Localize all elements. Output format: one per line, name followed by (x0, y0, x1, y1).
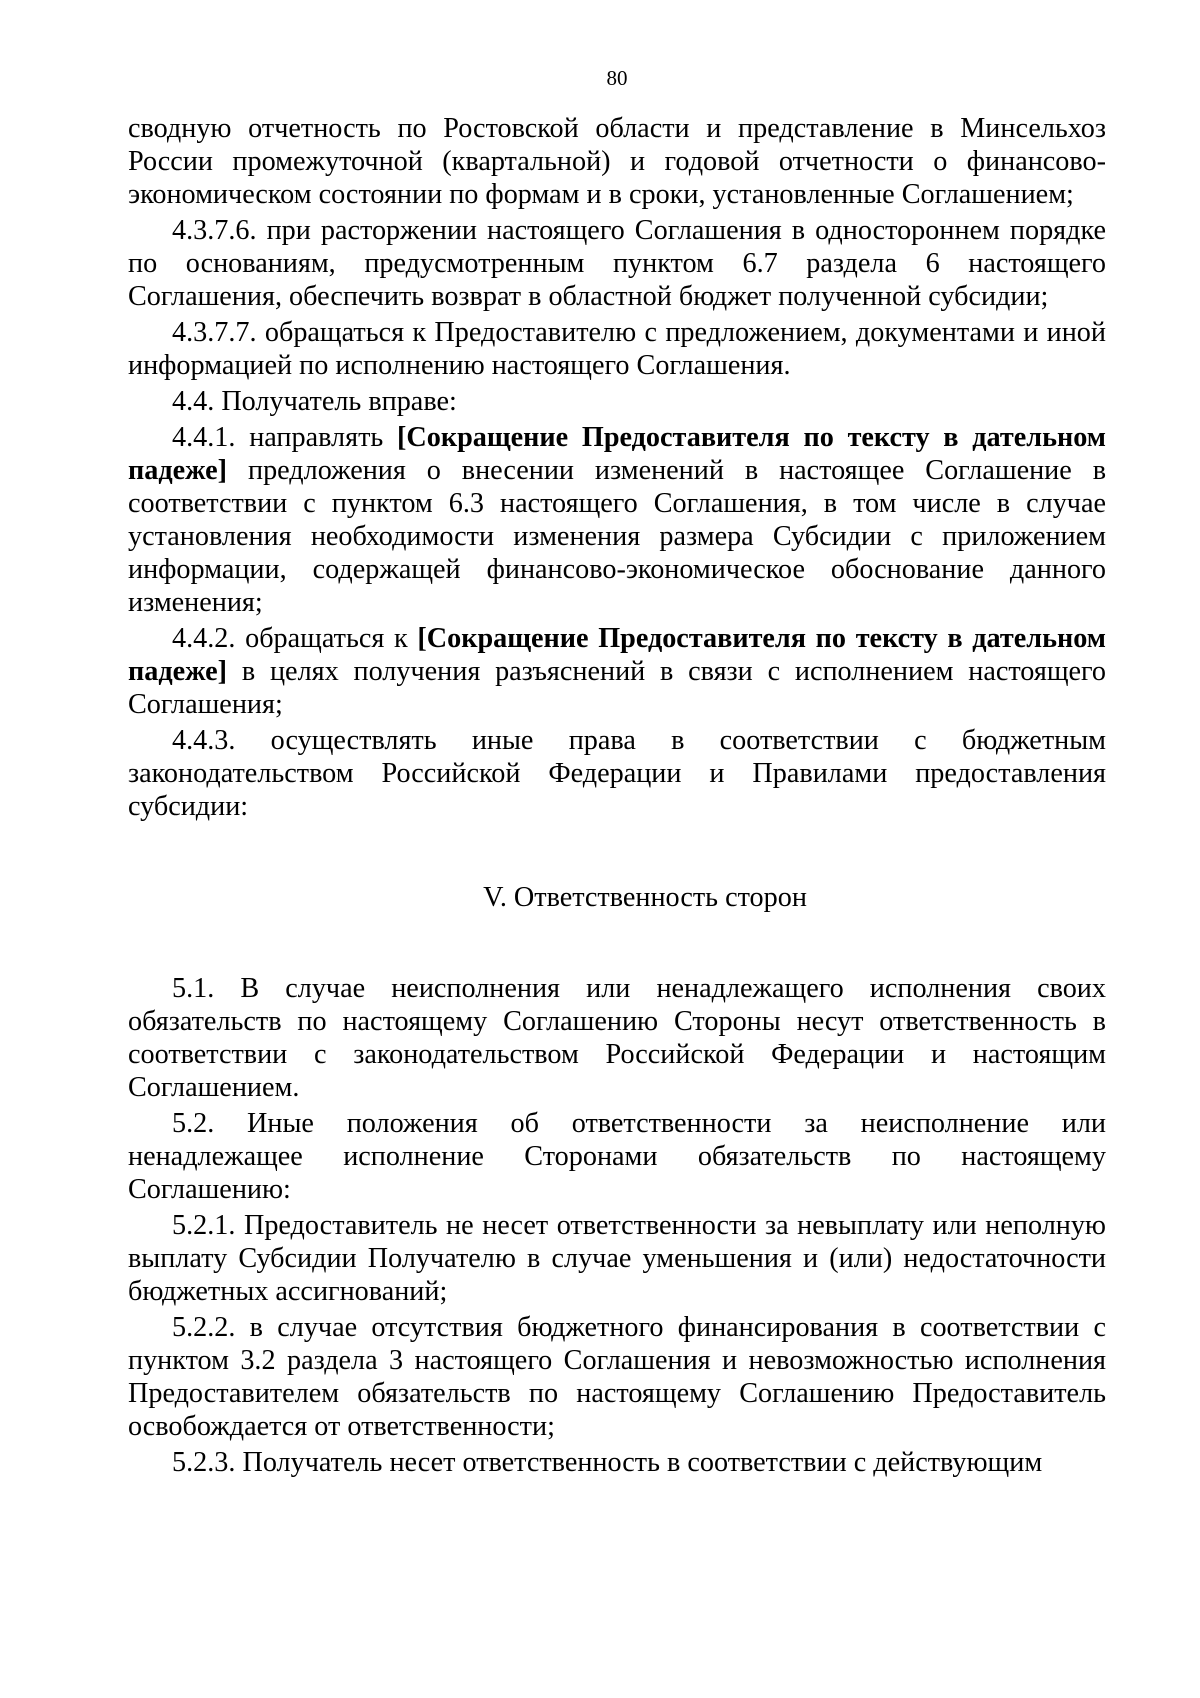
paragraph-continuation: сводную отчетность по Ростовской области и представление в Минсельхоз России промежуточной (квартальной) и годовой отчетности о финансово-экономическом состоянии по формам и в сроки, установленные Соглашением; (128, 113, 1106, 210)
paragraph-5-2-3: 5.2.3. Получатель несет ответственность в соответствии с действующим (172, 1447, 1043, 1478)
paragraph-4-4-2-prefix: 4.4.2. обращаться к (172, 623, 418, 654)
paragraph-4-3-7-6: 4.3.7.6. при расторжении настоящего Соглашения в одностороннем порядке по основаниям, предусмотренным пунктом 6.7 раздела 6 настоящего Соглашения, обеспечить возврат в областной бюджет полученной субсидии; (128, 215, 1106, 312)
paragraph-4-4-2 (128, 622, 1106, 721)
paragraph-5-2: 5.2. Иные положения об ответственности за неисполнение или ненадлежащее исполнение Сторонами обязательств по настоящему Соглашению: (128, 1108, 1106, 1205)
paragraph-5-2-2: 5.2.2. в случае отсутствия бюджетного финансирования в соответствии с пунктом 3.2 раздела 3 настоящего Соглашения и невозможностью исполнения Предоставителем обязательств по настоящему Соглашению Предоставитель освобождается от ответственности; (128, 1312, 1106, 1442)
paragraph-4-4-1-bold-placeholder: [Сокращение Предоставителя по тексту в дательном падеже] (128, 422, 1106, 486)
paragraph-4-4-1 (128, 421, 1106, 619)
paragraph-4-3-7-7: 4.3.7.7. обращаться к Предоставителю с предложением, документами и иной информацией по исполнению настоящего Соглашения. (128, 317, 1106, 381)
paragraph-4-4-1-prefix: 4.4.1. направлять (172, 422, 398, 453)
paragraph-4-4-2-bold-placeholder: [Сокращение Предоставителя по тексту в дательном падеже] (128, 623, 1106, 687)
paragraph-4-4-2-rest: в целях получения разъяснений в связи с исполнением настоящего Соглашения; (128, 656, 1106, 720)
paragraph-5-1: 5.1. В случае неисполнения или ненадлежащего исполнения своих обязательств по настоящему Соглашению Стороны несут ответственность в соответствии с законодательством Российской Федерации и настоящим Соглашением. (128, 973, 1106, 1103)
paragraph-4-4: 4.4. Получатель вправе: (172, 386, 457, 417)
paragraph-5-2-1: 5.2.1. Предоставитель не несет ответственности за невыплату или неполную выплату Субсидии Получателю в случае уменьшения и (или) недостаточности бюджетных ассигнований; (128, 1210, 1106, 1307)
document-page (128, 66, 1106, 1482)
paragraph-4-4-1-rest: предложения о внесении изменений в настоящее Соглашение в соответствии с пунктом 6.3 настоящего Соглашения, в том числе в случае установления необходимости изменения размера Субсидии с приложением информации, содержащей финансово-экономическое обоснование данного изменения; (128, 455, 1106, 618)
section-title: V. Ответственность сторон (483, 882, 807, 913)
paragraph-4-4-3: 4.4.3. осуществлять иные права в соответствии с бюджетным законодательством Российской Федерации и Правилами предоставления субсидии: (128, 725, 1106, 822)
page-number: 80 (606, 66, 628, 90)
